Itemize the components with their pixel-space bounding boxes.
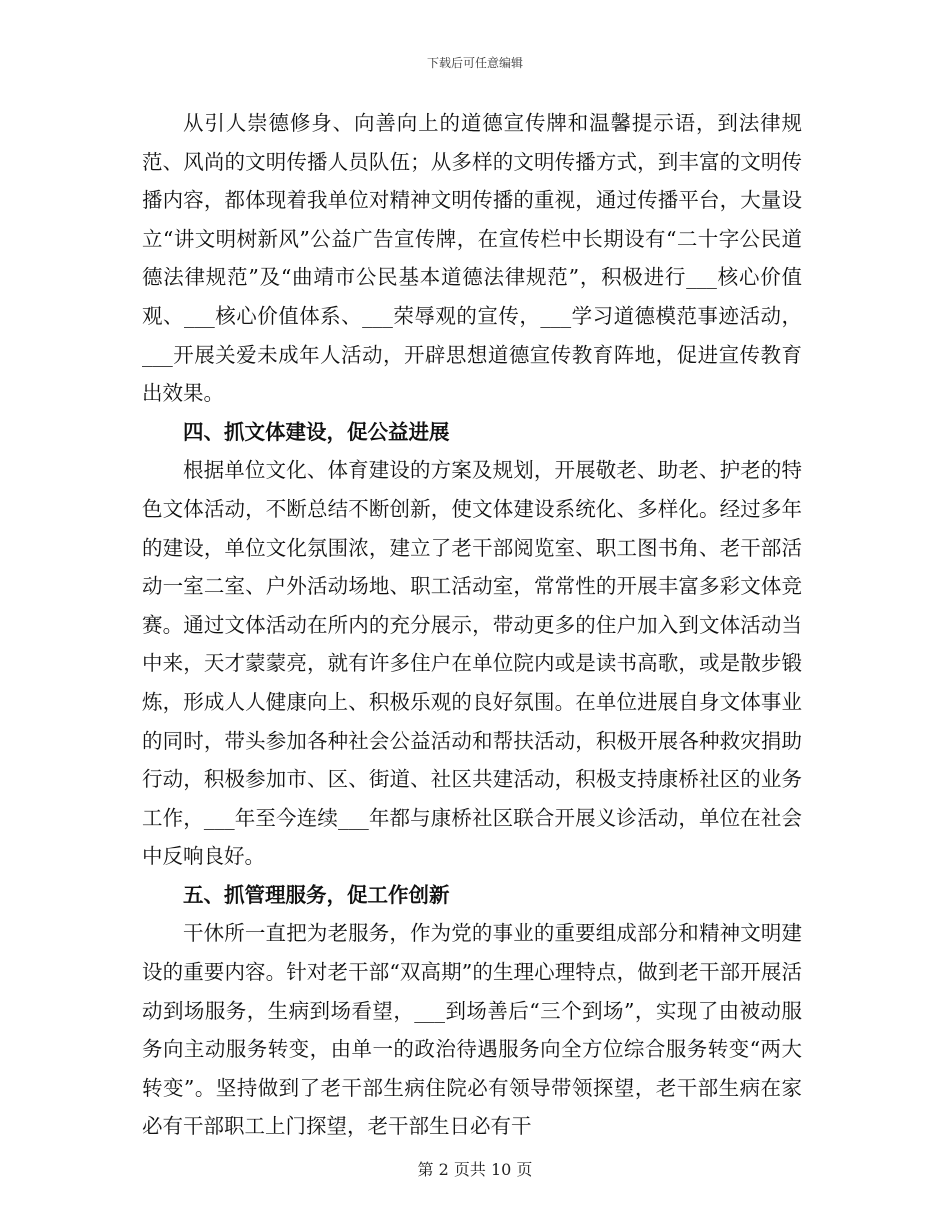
document-body <box>142 104 802 1146</box>
paragraph-culture-sports: 根据单位文化、体育建设的方案及规划，开展敬老、助老、护老的特色文体活动，不断总结不断创新，使文体建设系统化、多样化。经过多年的建设，单位文化氛围浓，建立了老干部阅览室、职工图书角、老干部活动一室二室、户外活动场地、职工活动室，常常性的开展丰富多彩文体竞赛。通过文体活动在所内的充分展示，带动更多的住户加入到文体活动当中来，天才蒙蒙亮，就有许多住户在单位院内或是读书高歌，或是散步锻炼，形成人人健康向上、积极乐观的良好氛围。在单位进展自身文体事业的同时，带头参加各种社会公益活动和帮扶活动，积极开展各种救灾捐助行动，积极参加市、区、街道、社区共建活动，积极支持康桥社区的业务工作，___年至今连续___年都与康桥社区联合开展义诊活动，单位在社会中反响良好。 <box>142 458 802 869</box>
page-number-footer: 第 2 页共 10 页 <box>417 1160 533 1179</box>
section-heading-4: 四、抓文体建设，促公益进展 <box>183 419 450 444</box>
paragraph-civilization-propagation: 从引人崇德修身、向善向上的道德宣传牌和温馨提示语，到法律规范、风尚的文明传播人员队伍；从多样的文明传播方式，到丰富的文明传播内容，都体现着我单位对精神文明传播的重视，通过传播平台，大量设立“讲文明树新风”公益广告宣传牌，在宣传栏中长期设有“二十字公民道德法律规范”及“曲靖市公民基本道德法律规范”，积极进行___核心价值观、___核心价值体系、___荣辱观的宣传，___学习道德模范事迹活动，___开展关爱未成年人活动，开辟思想道德宣传教育阵地，促进宣传教育出效果。 <box>142 111 802 406</box>
paragraph-management-service: 干休所一直把为老服务，作为党的事业的重要组成部分和精神文明建设的重要内容。针对老干部“双高期”的生理心理特点，做到老干部开展活动到场服务，生病到场看望，___到场善后“三个到场”，实现了由被动服务向主动服务转变，由单一的政治待遇服务向全方位综合服务转变“两大转变”。坚持做到了老干部生病住院必有领导带领探望，老干部生病在家必有干部职工上门探望，老干部生日必有干 <box>142 921 802 1139</box>
section-heading-5: 五、抓管理服务，促工作创新 <box>183 882 450 907</box>
header-note: 下载后可任意编辑 <box>426 56 523 70</box>
